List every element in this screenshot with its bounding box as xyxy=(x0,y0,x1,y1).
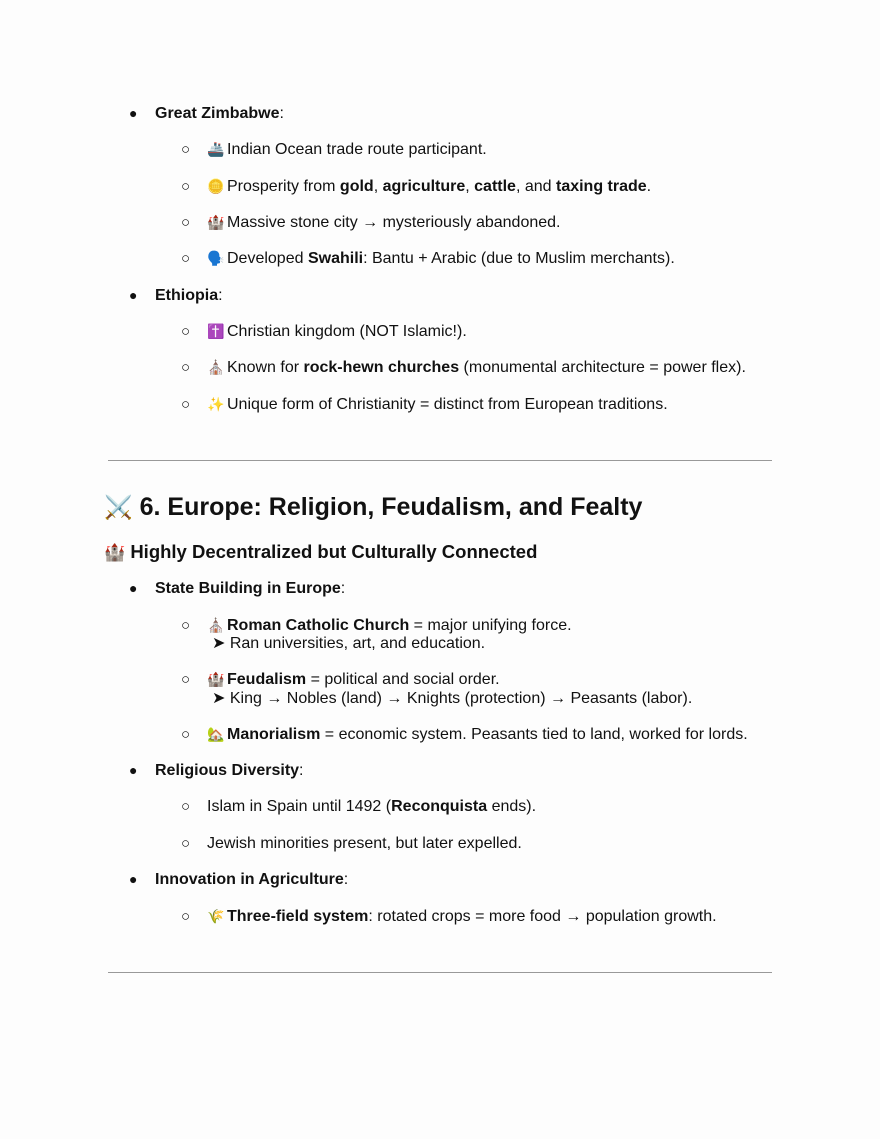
item-label: Great Zimbabwe xyxy=(155,105,280,122)
bold-term: agriculture xyxy=(382,178,466,195)
cross-icon: ✝️ xyxy=(207,323,225,339)
divider xyxy=(108,460,772,461)
sub-bullet: ○ xyxy=(181,726,191,743)
item-text: : Bantu + Arabic (due to Muslim merchants). xyxy=(363,250,675,267)
item-text: Islam in Spain until 1492 ( xyxy=(207,798,392,815)
list-item xyxy=(207,616,572,635)
bullet: ● xyxy=(129,105,138,121)
sub-bullet: ○ xyxy=(181,617,191,634)
list-item-religious-diversity xyxy=(155,761,304,780)
church-icon: ⛪ xyxy=(207,617,225,633)
item-text: = economic system. Peasants tied to land, worked for lords. xyxy=(320,726,748,743)
sub-bullet: ○ xyxy=(181,835,191,852)
item-text: , xyxy=(373,178,383,195)
castle-icon: 🏰 xyxy=(104,543,126,562)
sub-bullet: ○ xyxy=(181,359,191,376)
bold-term: Feudalism xyxy=(227,671,307,688)
list-item-great-zimbabwe xyxy=(155,104,284,123)
colon: : xyxy=(299,762,304,779)
bold-term: Manorialism xyxy=(227,726,321,743)
sub-bullet: ○ xyxy=(181,250,191,267)
speaking-head-icon: 🗣️ xyxy=(207,250,225,266)
bold-term: Three-field system xyxy=(227,908,369,925)
church-icon: ⛪ xyxy=(207,359,225,375)
item-text: , and xyxy=(515,178,556,195)
sub-bullet: ○ xyxy=(181,323,191,340)
bullet: ● xyxy=(129,287,138,303)
list-item xyxy=(207,322,467,341)
subheading xyxy=(104,541,537,564)
bullet: ● xyxy=(129,762,138,778)
item-text: Known for xyxy=(227,359,304,376)
bold-term: taxing trade xyxy=(555,178,647,195)
list-item xyxy=(207,670,500,689)
list-item xyxy=(207,834,522,853)
bullet: ● xyxy=(129,871,138,887)
item-text: . xyxy=(646,178,652,195)
item-text: (monumental architecture = power flex). xyxy=(459,359,746,376)
bold-term: gold xyxy=(339,178,374,195)
subheading-text: Highly Decentralized but Culturally Connected xyxy=(130,541,538,562)
item-text: = political and social order. xyxy=(306,671,500,688)
sparkles-icon: ✨ xyxy=(207,396,225,412)
sub-bullet: ○ xyxy=(181,178,191,195)
list-item xyxy=(207,213,560,232)
colon: : xyxy=(279,105,284,122)
coin-icon: 🪙 xyxy=(207,178,225,194)
colon: : xyxy=(218,287,223,304)
list-item xyxy=(207,177,651,196)
item-text: : rotated crops = more food → population growth. xyxy=(368,908,717,925)
list-item-ethiopia xyxy=(155,286,223,305)
list-item-state-building xyxy=(155,579,345,598)
list-item xyxy=(207,907,717,926)
castle-icon: 🏰 xyxy=(207,671,225,687)
sub-bullet: ○ xyxy=(181,214,191,231)
list-item xyxy=(207,797,536,816)
item-label: State Building in Europe xyxy=(155,580,341,597)
sub-note: ➤ Ran universities, art, and education. xyxy=(212,635,486,652)
sub-bullet: ○ xyxy=(181,908,191,925)
list-item xyxy=(207,725,748,744)
list-item xyxy=(207,358,746,377)
sub-bullet: ○ xyxy=(181,671,191,688)
bold-term: cattle xyxy=(474,178,516,195)
bold-term: Swahili xyxy=(307,250,364,267)
item-text: Indian Ocean trade route participant. xyxy=(227,141,487,158)
colon: : xyxy=(343,871,349,888)
item-text: Massive stone city → mysteriously abandoned. xyxy=(227,214,561,231)
item-text: , xyxy=(465,178,475,195)
list-item xyxy=(207,140,487,159)
item-label: Innovation in Agriculture xyxy=(155,871,344,888)
item-text: Prosperity from xyxy=(227,178,340,195)
bold-term: rock-hewn churches xyxy=(303,359,460,376)
item-text: Jewish minorities present, but later expelled. xyxy=(207,835,522,852)
castle-icon: 🏰 xyxy=(207,214,225,230)
colon: : xyxy=(340,580,346,597)
divider xyxy=(108,972,772,973)
section-title: 6. Europe: Religion, Feudalism, and Fealty xyxy=(139,493,643,521)
item-label: Religious Diversity xyxy=(155,762,300,779)
wheat-icon: 🌾 xyxy=(207,908,225,924)
bold-term: Reconquista xyxy=(391,798,488,815)
item-label: Ethiopia xyxy=(155,287,219,304)
list-item xyxy=(207,249,675,268)
sub-bullet: ○ xyxy=(181,798,191,815)
sub-bullet: ○ xyxy=(181,396,191,413)
bullet: ● xyxy=(129,580,138,596)
list-item-agriculture xyxy=(155,870,348,889)
house-icon: 🏡 xyxy=(207,726,225,742)
bold-term: Roman Catholic Church xyxy=(227,617,410,634)
list-item xyxy=(207,395,668,414)
item-text: Unique form of Christianity = distinct from European traditions. xyxy=(227,396,668,413)
crossed-swords-icon: ⚔️ xyxy=(104,494,133,520)
item-text: ends). xyxy=(487,798,537,815)
item-text: Christian kingdom (NOT Islamic!). xyxy=(227,323,467,340)
sub-bullet: ○ xyxy=(181,141,191,158)
ship-icon: 🚢 xyxy=(207,141,225,157)
item-text: Developed xyxy=(227,250,308,267)
sub-note: ➤ King → Nobles (land) → Knights (protection) → Peasants (labor). xyxy=(212,690,693,707)
section-heading xyxy=(104,492,642,522)
item-text: = major unifying force. xyxy=(409,617,572,634)
